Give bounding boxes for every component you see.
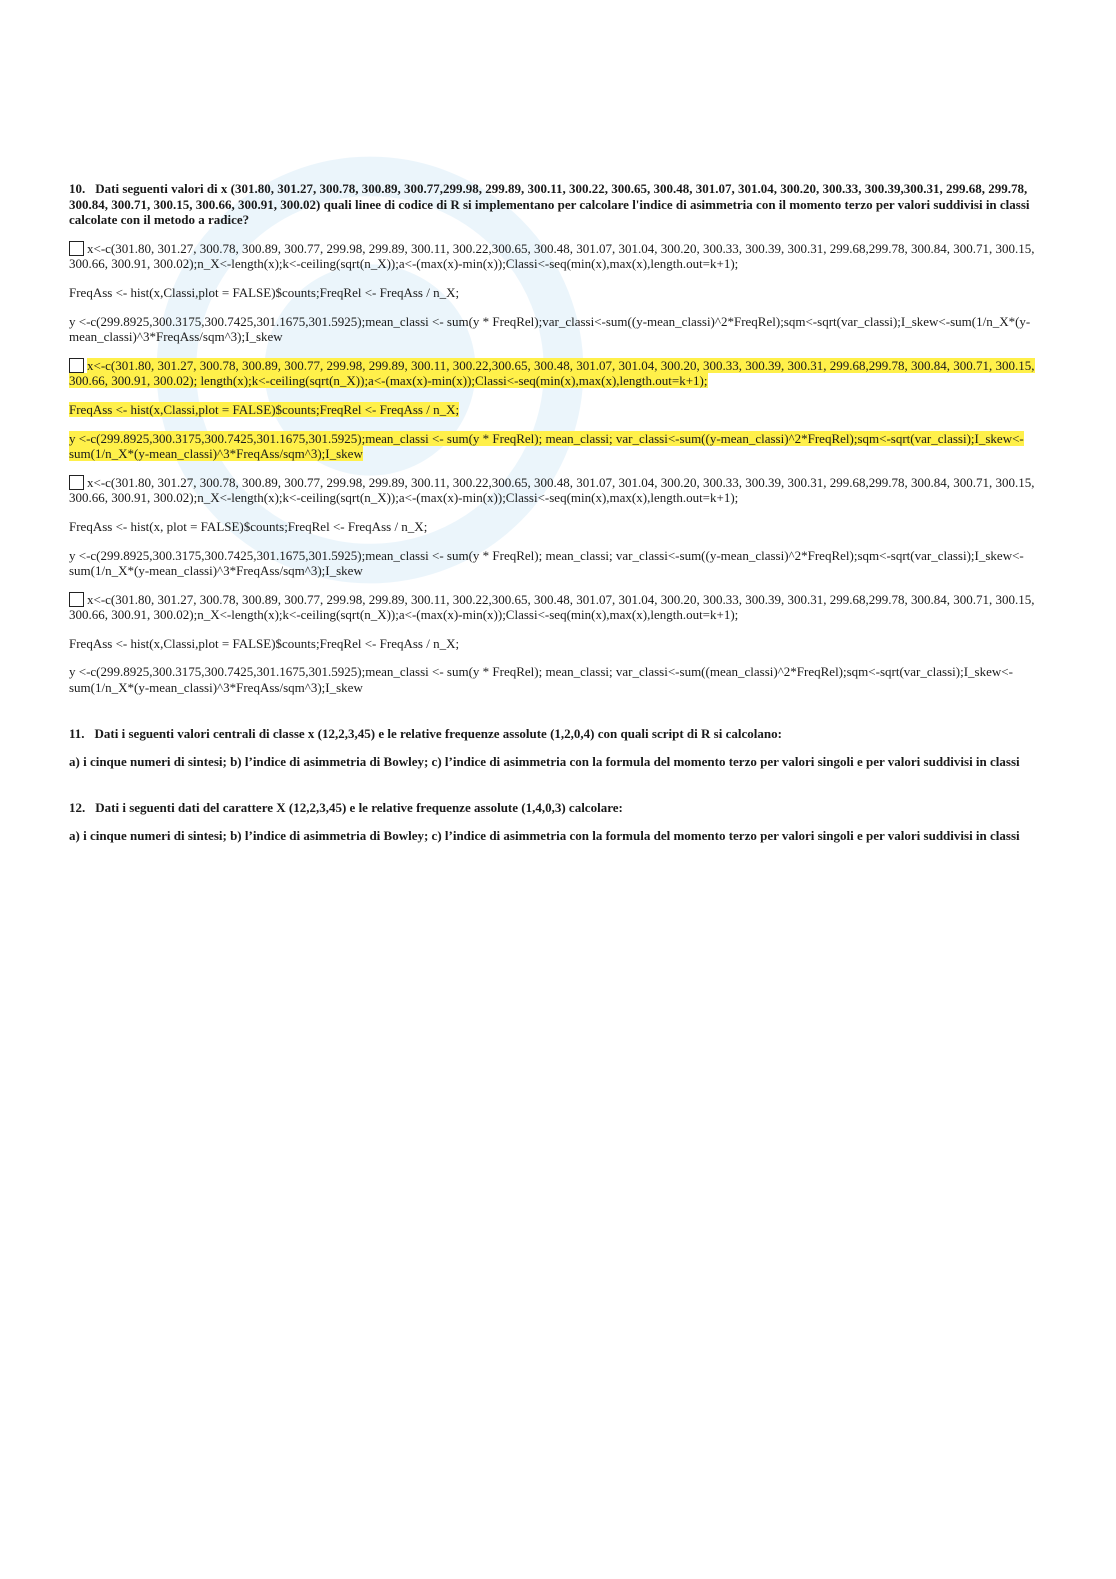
answer-option-c bbox=[69, 475, 1037, 579]
option-code-line: y <-c(299.8925,300.3175,300.7425,301.1675,301.5925);mean_classi <- sum(y * FreqRel); mean_classi; var_classi<-sum((mean_classi)^2*FreqRel);sqm<-sqrt(var_classi);I_skew<-sum(1/n_X*(y-mean_classi)^3*FreqAss/sqm^3);I_skew bbox=[69, 664, 1013, 696]
question-11-body: a) i cinque numeri di sintesi; b) l’indice di asimmetria di Bowley; c) l’indice di asimmetria con la formula del momento terzo per valori singoli e per valori suddivisi in classi bbox=[69, 754, 1020, 770]
question-number: 12. bbox=[69, 799, 86, 815]
option-code-line: y <-c(299.8925,300.3175,300.7425,301.1675,301.5925);mean_classi <- sum(y * FreqRel);var_classi<-sum((y-mean_classi)^2*FreqRel);sqm<-sqrt(var_classi);I_skew<-sum(1/n_X*(y-mean_classi)^3*FreqAss/sqm^3);I_skew bbox=[69, 313, 1031, 345]
checkbox-icon[interactable] bbox=[69, 241, 84, 256]
question-text: Dati i seguenti dati del carattere X (12,2,3,45) e le relative frequenze assolute (1,4,0,3) calcolare: bbox=[95, 799, 623, 815]
answer-option-d bbox=[69, 592, 1037, 696]
option-code-line: x<-c(301.80, 301.27, 300.78, 300.89, 300.77, 299.98, 299.89, 300.11, 300.22,300.65, 300.48, 301.07, 301.04, 300.20, 300.33, 300.39, 300.31, 299.68,299.78, 300.84, 300.71, 300.15, 300.66, 300.91, 300.02); length(x);k<-ceiling(sqrt(n_X));a<-(max(x)-min(x));Classi<-seq(min(x),max(x),length.out=k+1); bbox=[69, 357, 1035, 389]
question-11-title bbox=[69, 726, 1037, 742]
question-12-title bbox=[69, 800, 1037, 816]
option-code-line: FreqAss <- hist(x, plot = FALSE)$counts;FreqRel <- FreqAss / n_X; bbox=[69, 518, 428, 534]
question-12-body: a) i cinque numeri di sintesi; b) l’indice di asimmetria di Bowley; c) l’indice di asimmetria con la formula del momento terzo per valori singoli e per valori suddivisi in classi bbox=[69, 828, 1020, 844]
question-text: Dati i seguenti valori centrali di classe x (12,2,3,45) e le relative frequenze assolute (1,2,0,4) con quali script di R si calcolano: bbox=[94, 725, 782, 741]
document-page bbox=[69, 181, 1037, 844]
question-10-title bbox=[69, 181, 1037, 228]
answer-option-a bbox=[69, 241, 1037, 345]
option-code-line: x<-c(301.80, 301.27, 300.78, 300.89, 300.77, 299.98, 299.89, 300.11, 300.22,300.65, 300.48, 301.07, 301.04, 300.20, 300.33, 300.39, 300.31, 299.68,299.78, 300.84, 300.71, 300.15, 300.66, 300.91, 300.02);n_X<-length(x);k<-ceiling(sqrt(n_X));a<-(max(x)-min(x));Classi<-seq(min(x),max(x),length.out=k+1); bbox=[69, 591, 1035, 623]
option-code-line: FreqAss <- hist(x,Classi,plot = FALSE)$counts;FreqRel <- FreqAss / n_X; bbox=[69, 284, 460, 300]
option-code-line: y <-c(299.8925,300.3175,300.7425,301.1675,301.5925);mean_classi <- sum(y * FreqRel); mean_classi; var_classi<-sum((y-mean_classi)^2*FreqRel);sqm<-sqrt(var_classi);I_skew<-sum(1/n_X*(y-mean_classi)^3*FreqAss/sqm^3);I_skew bbox=[69, 547, 1024, 579]
checkbox-icon[interactable] bbox=[69, 358, 84, 373]
answer-option-b bbox=[69, 358, 1037, 462]
option-code-line: y <-c(299.8925,300.3175,300.7425,301.1675,301.5925);mean_classi <- sum(y * FreqRel); mean_classi; var_classi<-sum((y-mean_classi)^2*FreqRel);sqm<-sqrt(var_classi);I_skew<-sum(1/n_X*(y-mean_classi)^3*FreqAss/sqm^3);I_skew bbox=[69, 430, 1024, 462]
option-code-line: FreqAss <- hist(x,Classi,plot = FALSE)$counts;FreqRel <- FreqAss / n_X; bbox=[69, 635, 460, 651]
option-code-line: x<-c(301.80, 301.27, 300.78, 300.89, 300.77, 299.98, 299.89, 300.11, 300.22,300.65, 300.48, 301.07, 301.04, 300.20, 300.33, 300.39, 300.31, 299.68,299.78, 300.84, 300.71, 300.15, 300.66, 300.91, 300.02);n_X<-length(x);k<-ceiling(sqrt(n_X));a<-(max(x)-min(x));Classi<-seq(min(x),max(x),length.out=k+1); bbox=[69, 240, 1035, 272]
checkbox-icon[interactable] bbox=[69, 475, 84, 490]
question-number: 11. bbox=[69, 725, 85, 741]
question-number: 10. bbox=[69, 181, 86, 196]
option-code-line: FreqAss <- hist(x,Classi,plot = FALSE)$counts;FreqRel <- FreqAss / n_X; bbox=[69, 401, 460, 417]
option-code-line: x<-c(301.80, 301.27, 300.78, 300.89, 300.77, 299.98, 299.89, 300.11, 300.22,300.65, 300.48, 301.07, 301.04, 300.20, 300.33, 300.39, 300.31, 299.68,299.78, 300.84, 300.71, 300.15, 300.66, 300.91, 300.02);n_X<-length(x);k<-ceiling(sqrt(n_X));a<-(max(x)-min(x));Classi<-seq(min(x),max(x),length.out=k+1); bbox=[69, 474, 1035, 506]
checkbox-icon[interactable] bbox=[69, 592, 84, 607]
question-text: Dati seguenti valori di x (301.80, 301.27, 300.78, 300.89, 300.77,299.98, 299.89, 300.11, 300.22, 300.65, 300.48, 301.07, 301.04, 300.20, 300.33, 300.39,300.31, 299.68, 299.78, 300.84, 300.71, 300.15, 300.66, 300.91, 300.02) quali linee di codice di R si implementano per calcolare l'indice di asimmetria con il momento terzo per valori suddivisi in classi calcolate con il metodo a radice? bbox=[69, 181, 1030, 228]
